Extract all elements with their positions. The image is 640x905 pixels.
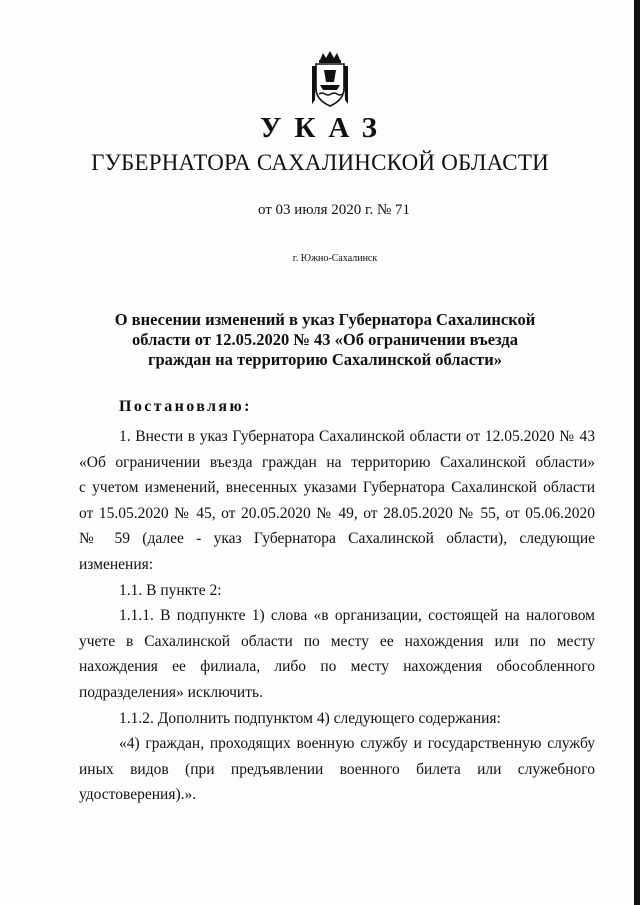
decree-word: Постановляю:: [119, 398, 252, 415]
heading-line: О внесении изменений в указ Губернатора Сахалинской: [114, 310, 536, 329]
text-line: 1. Внести в указ Губернатора Сахалинской области от 12.05.2020 № 43: [119, 428, 595, 445]
paragraph: [79, 424, 595, 578]
paragraph: [79, 731, 595, 808]
text-line: № 59 (далее - указ Губернатора Сахалинской области), следующие: [79, 530, 595, 548]
text-line: иных видов (при предъявлении военного билета или служебного: [79, 760, 595, 778]
text-line: учете в Сахалинской области по месту ее нахождения или по месту: [79, 632, 595, 650]
document-heading: [90, 310, 560, 370]
paragraph: [79, 603, 595, 705]
heading-line: граждан на территорию Сахалинской области»: [148, 350, 502, 369]
document-body: [79, 424, 595, 808]
text-line: подразделения» исключить.: [79, 683, 263, 701]
paragraph: [79, 706, 595, 732]
text-line: 1.1.1. В подпункте 1) слова «в организации, состоящей на налоговом: [119, 607, 595, 625]
text-line: 1.1.2. Дополнить подпунктом 4) следующего содержания:: [119, 709, 501, 727]
text-line: с учетом изменений, внесенных указами Губернатора Сахалинской области: [79, 479, 595, 497]
text-line: «Об ограничении въезда граждан на территорию Сахалинской области»: [79, 453, 595, 471]
text-line: «4) граждан, проходящих военную службу и государственную службу: [119, 735, 595, 753]
document-title: УКАЗ: [260, 112, 390, 144]
text-line: от 15.05.2020 № 45, от 20.05.2020 № 49, от 28.05.2020 № 55, от 05.06.2020: [79, 504, 595, 522]
document-city: г. Южно-Сахалинск: [292, 253, 378, 264]
text-line: удостоверения).».: [79, 786, 197, 804]
document-issuer: ГУБЕРНАТОРА САХАЛИНСКОЙ ОБЛАСТИ: [91, 150, 549, 175]
paragraph: [79, 578, 595, 604]
heading-line: области от 12.05.2020 № 43 «Об ограничении въезда: [132, 330, 518, 349]
text-line: 1.1. В пункте 2:: [119, 581, 222, 599]
document-date-number: от 03 июля 2020 г. № 71: [257, 202, 411, 218]
text-line: нахождения ее филиала, либо по месту нахождения обособленного: [79, 658, 595, 676]
text-line: изменения:: [79, 555, 154, 573]
coat-of-arms-icon: [308, 50, 352, 108]
